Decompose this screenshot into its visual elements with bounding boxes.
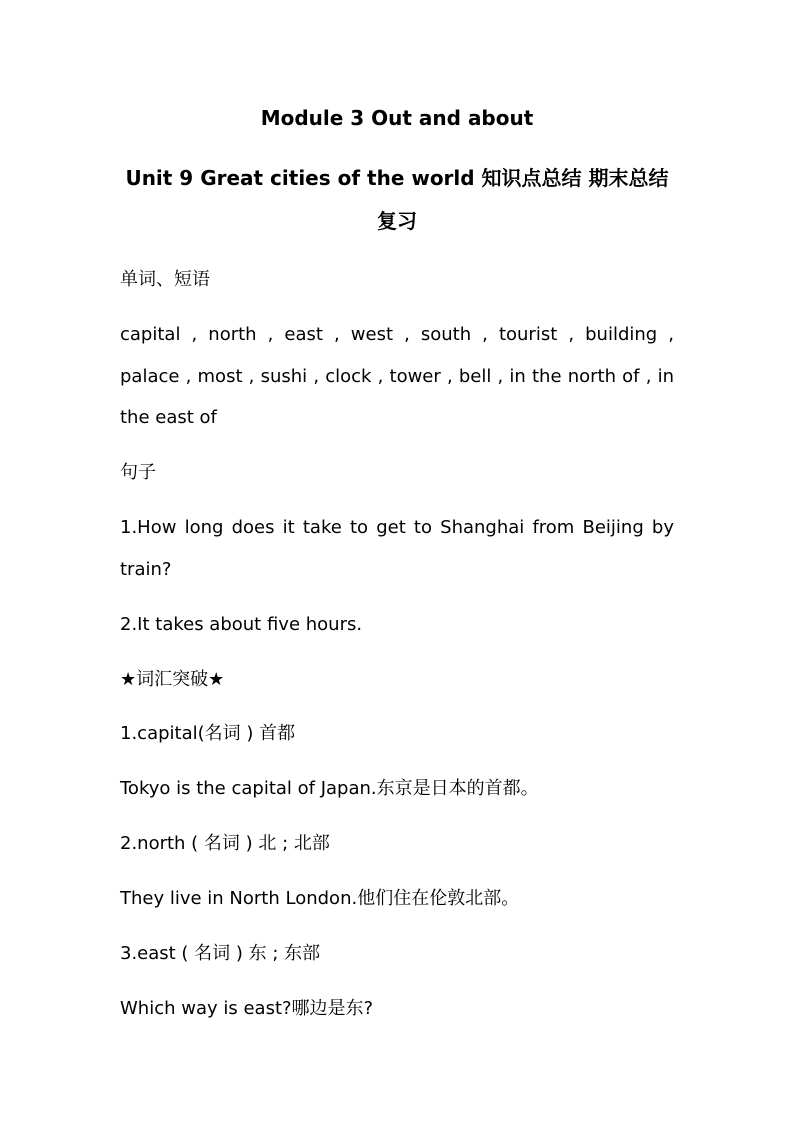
unit-title: Unit 9 Great cities of the world 知识点总结 期末总结 [125, 166, 669, 190]
vocab-item: 3.east ( 名词 ) 东 ; 东部 [120, 943, 321, 964]
vocab-example: Which way is east?哪边是东? [120, 998, 374, 1019]
sentence-item-continued: train? [120, 559, 172, 580]
vocab-item: 2.north ( 名词 ) 北 ; 北部 [120, 833, 330, 854]
module-title: Module 3 Out and about [260, 106, 534, 130]
unit-title-continued: 复习 [377, 209, 417, 233]
word-list-line: palace , most , sushi , clock , tower , bell , in the north of , in [120, 366, 674, 387]
word-list-line: the east of [120, 407, 217, 428]
vocab-example: They live in North London.他们住在伦敦北部。 [120, 888, 520, 909]
sentence-item: 1.How long does it take to get to Shanghai from Beijing by [120, 517, 674, 538]
word-list-line: capital , north , east , west , south , tourist , building , [120, 324, 674, 345]
section-heading-words: 单词、短语 [120, 269, 210, 290]
vocab-example: Tokyo is the capital of Japan.东京是日本的首都。 [120, 778, 539, 799]
section-heading-sentences: 句子 [120, 462, 156, 483]
section-heading-vocab: ★词汇突破★ [120, 669, 225, 690]
vocab-item: 1.capital(名词 ) 首都 [120, 723, 296, 744]
sentence-item: 2.It takes about five hours. [120, 614, 363, 635]
